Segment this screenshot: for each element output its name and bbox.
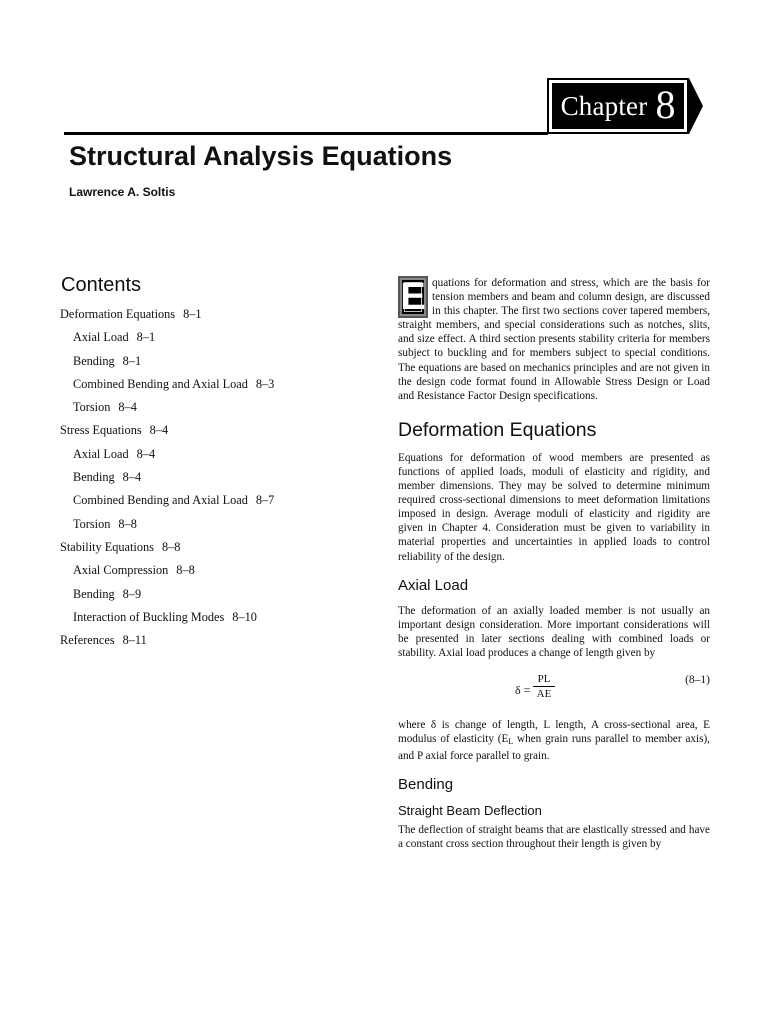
toc-item[interactable] [60,397,360,420]
toc-item-label: Torsion [73,516,111,531]
definitions-text-end: when grain runs parallel to member axis), and P axial force parallel to grain. [398,733,710,763]
toc-item-label: Deformation Equations [60,307,176,321]
bending-heading: Bending [398,776,454,794]
axial-load-heading: Axial Load [398,576,469,594]
toc-item-label: Axial Compression [73,563,169,578]
toc-item-page: 8–1 [136,330,156,345]
toc-item-page: 8–10 [232,609,257,624]
toc-item-label: Bending [73,470,115,485]
axial-load-paragraph: The deformation of an axially loaded member is not usually an important design consideration. More important considerations will be presented in later sections dealing with combined loads or stability. Axial load produces a change of length given by [398,604,710,659]
chapter-tab [547,78,689,134]
equation-lhs: δ = [515,682,531,697]
toc-item[interactable] [60,630,360,653]
toc-item-label: Combined Bending and Axial Load [73,376,248,391]
toc-item-page: 8–8 [176,563,195,578]
toc-item-label: Combined Bending and Axial Load [73,493,248,508]
straight-beam-heading: Straight Beam Deflection [398,803,542,819]
chapter-word: Chapter [560,90,648,121]
equation-denominator: AE [536,687,552,700]
toc-item-page: 8–4 [136,446,156,461]
deformation-paragraph: Equations for deformation of wood members are presented as functions of applied loads, moduli of elasticity and rigidity, and member dimensions. They may be solved to determine minimum required cross-sectional dimensions to meet deformation limitations imposed in design. Average moduli of elasticity and rigidity are given in Chapter 4. Consideration must be given to variability in material properties and uncertainties in applied loads to control reliability of the design. [398,451,710,563]
toc-item[interactable] [60,514,360,537]
toc-item-label: Axial Load [73,330,129,345]
toc-item-page: 8–11 [122,633,147,648]
chapter-number: 8 [655,82,676,127]
bending-paragraph: The deflection of straight beams that are elastically stressed and have a constant cross section throughout their length is given by [398,824,710,851]
toc-item-page: 8–8 [118,516,137,531]
toc-item-label: Bending [73,353,115,368]
toc-item[interactable] [60,304,360,327]
toc-item[interactable] [60,420,360,443]
toc-item-page: 8–4 [149,423,169,438]
body-column [398,276,710,851]
toc-item[interactable] [60,607,360,630]
toc-item[interactable] [60,490,360,513]
definitions-text: where δ is change of length, L length, A cross-sectional area, E modulus of elasticity (E [398,718,710,746]
deformation-heading: Deformation Equations [398,418,597,441]
toc-item[interactable] [60,351,360,374]
equation-fraction [533,672,555,701]
toc-item-label: References [60,633,115,648]
toc-item-page: 8–3 [255,376,275,391]
chapter-arrow-icon [689,78,703,134]
toc-item-page: 8–1 [122,353,142,368]
drop-cap: E [398,276,428,318]
table-of-contents [60,304,360,653]
toc-item-label: Bending [73,586,115,601]
toc-item-page: 8–1 [183,307,202,321]
title-rule [64,132,548,135]
toc-item-label: Stress Equations [60,423,142,438]
toc-item-label: Torsion [73,400,111,415]
toc-item-label: Stability Equations [60,539,154,554]
toc-item[interactable] [60,327,360,350]
toc-item-page: 8–4 [122,470,142,485]
toc-item[interactable] [60,467,360,490]
toc-item[interactable] [60,444,360,467]
toc-item-page: 8–8 [161,539,181,554]
author-name: Lawrence A. Soltis [69,185,176,199]
toc-item[interactable] [60,584,360,607]
equation-numerator: PL [533,672,555,687]
equation-number: (8–1) [685,673,710,686]
toc-item-label: Axial Load [73,446,129,461]
toc-item-page: 8–7 [255,493,275,508]
subscript-l: L [508,737,514,747]
toc-item-label: Interaction of Buckling Modes [73,609,225,624]
equation-8-1 [398,670,710,710]
intro-paragraph: quations for deformation and stress, which are the basis for tension members and beam and column design, are discussed in this chapter. The first two sections cover tapered members, straight members, and special considerations such as notches, slits, and size effect. A third section presents stability criteria for members subject to buckling and for members subject to special conditions. The equations are based on mechanics principles and are not given in the design code format found in Allowable Stress Design or Load and Resistance Factor Design specifications. [398,277,710,402]
toc-item-page: 8–9 [122,586,142,601]
toc-item[interactable] [60,374,360,397]
contents-heading: Contents [61,274,142,296]
toc-item[interactable] [60,560,360,583]
toc-item-page: 8–4 [118,400,137,415]
page-title: Structural Analysis Equations [69,141,453,171]
axial-load-definitions [398,718,710,763]
toc-item[interactable] [60,537,360,560]
intro-section [398,276,710,403]
chapter-label [552,83,684,129]
